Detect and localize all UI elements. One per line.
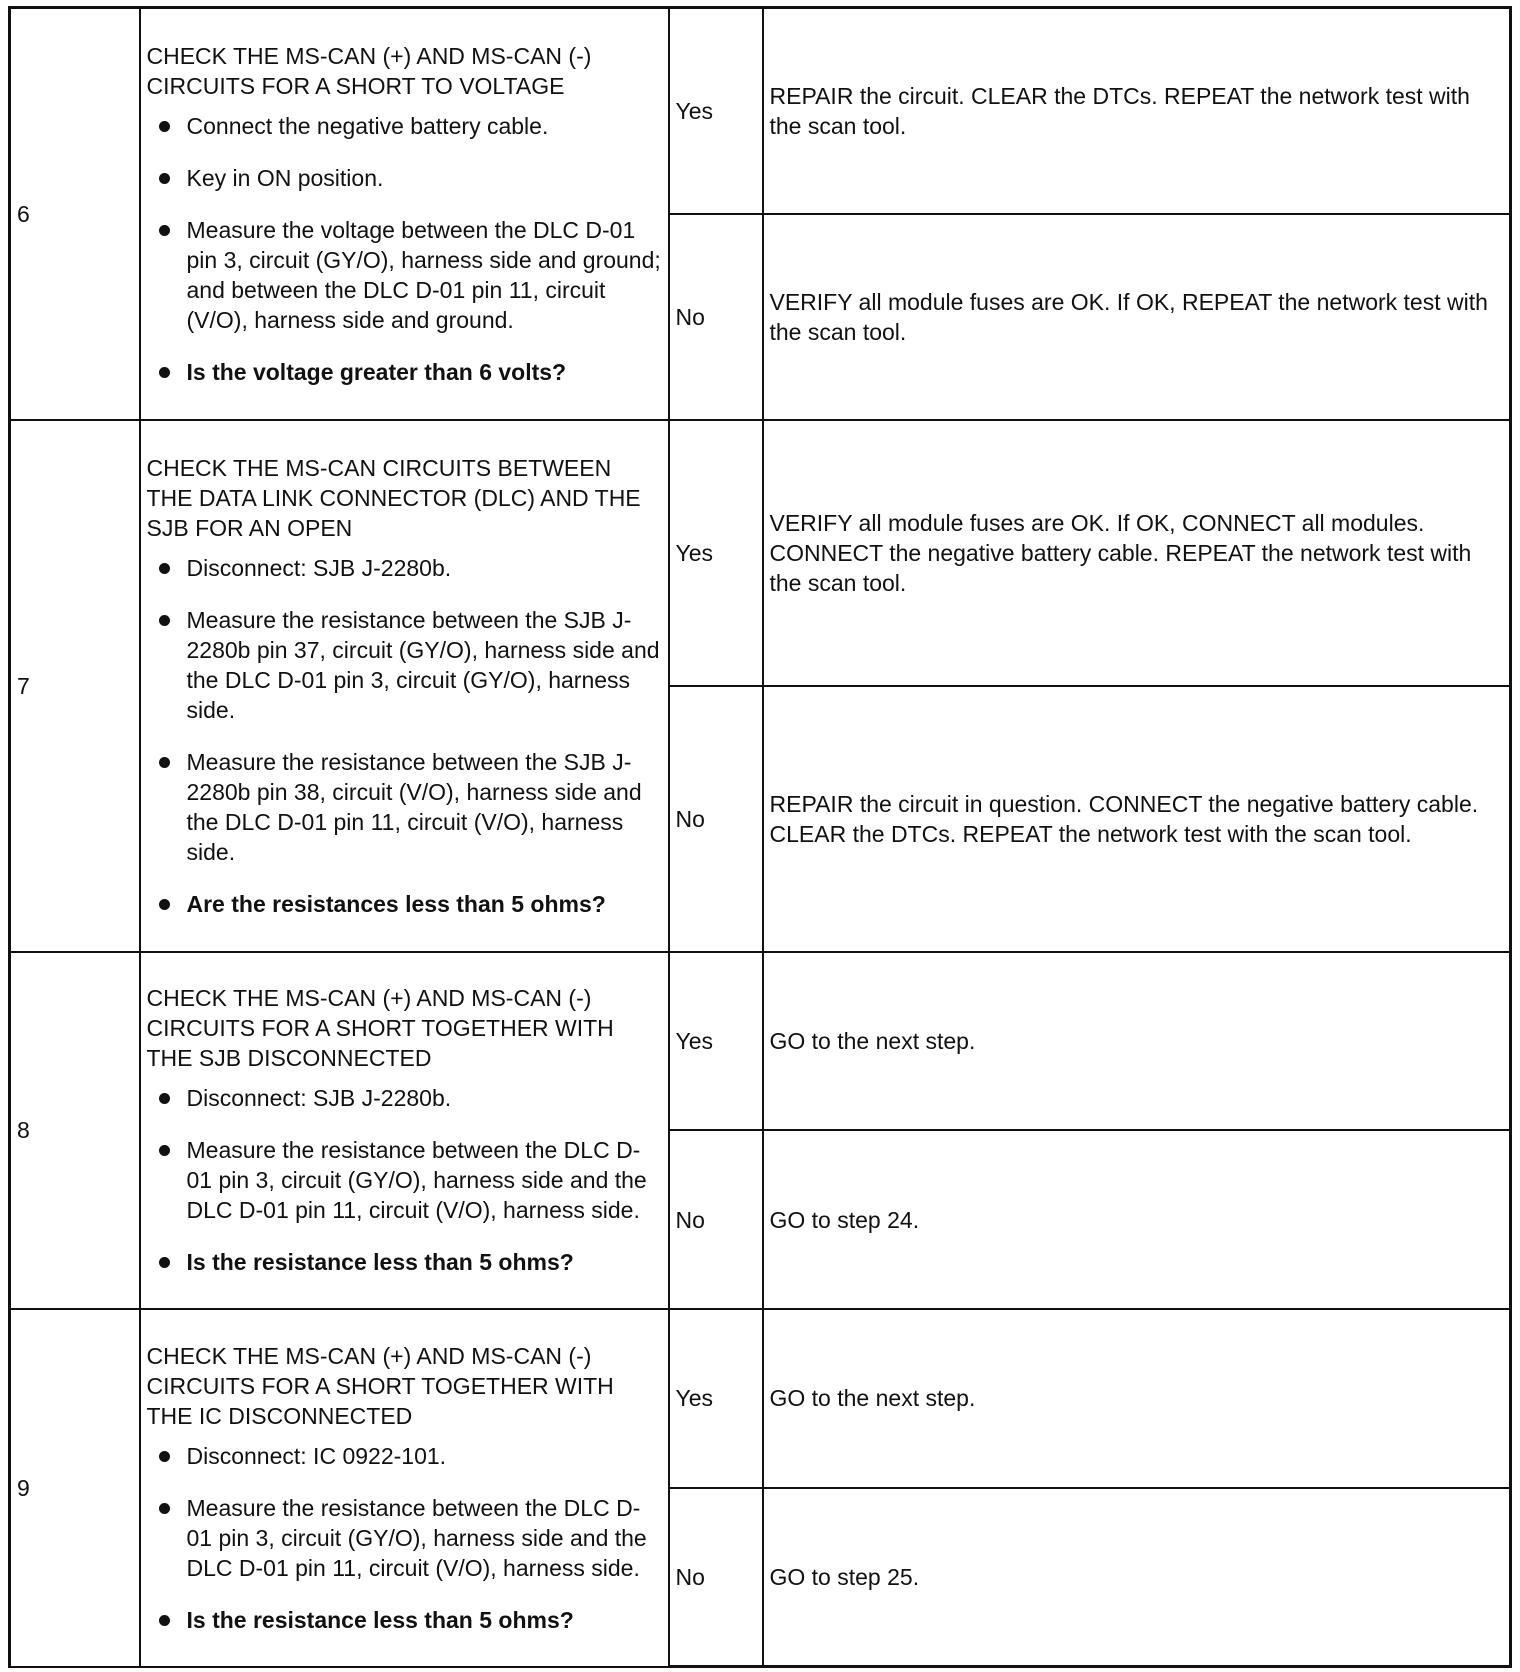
bullet-item: Measure the resistance between the SJB J-2280b pin 37, circuit (GY/O), harness side and the DLC D-01 pin 3, circuit (GY/O), harness side. — [186, 606, 660, 723]
step-number-cell — [10, 952, 140, 1309]
step-number: 9 — [17, 1474, 30, 1501]
result-no-cell — [763, 686, 1511, 952]
result-no-text: GO to step 24. — [769, 1206, 920, 1233]
step-bullets — [147, 553, 662, 919]
result-no-text: REPAIR the circuit in question. CONNECT the negative battery cable. CLEAR the DTCs. REPEAT the network test with the scan tool. — [769, 790, 1479, 847]
diagnostic-table — [8, 6, 1512, 1668]
bullet-item: Disconnect: SJB J-2280b. — [187, 553, 662, 583]
answer-no-cell — [669, 686, 763, 952]
bullet-item: Measure the resistance between the SJB J-2280b pin 38, circuit (V/O), harness side and the DLC D-01 pin 11, circuit (V/O), harness side. — [187, 747, 662, 867]
answer-no-label: No — [675, 805, 705, 832]
step-title: CHECK THE MS-CAN CIRCUITS BETWEEN THE DATA LINK CONNECTOR (DLC) AND THE SJB FOR AN OPEN — [146, 454, 641, 541]
action-cell — [140, 8, 669, 421]
bullet-item: Measure the resistance between the DLC D-01 pin 3, circuit (GY/O), harness side and the DLC D-01 pin 11, circuit (V/O), harness side. — [187, 1135, 662, 1225]
table-row — [10, 8, 1511, 214]
action-cell — [140, 1309, 669, 1666]
result-yes-cell — [763, 8, 1511, 214]
step-number: 6 — [17, 201, 30, 228]
step-title: CHECK THE MS-CAN (+) AND MS-CAN (-) CIRCUITS FOR A SHORT TOGETHER WITH THE IC DISCONNECTED — [146, 1342, 614, 1429]
answer-no-label: No — [675, 1563, 705, 1590]
answer-yes-label: Yes — [675, 1385, 714, 1412]
step-question: Is the resistance less than 5 ohms? — [187, 1605, 662, 1635]
table-row — [10, 420, 1511, 686]
answer-no-label: No — [675, 1206, 705, 1233]
answer-yes-label: Yes — [675, 97, 714, 124]
bullet-item: Measure the resistance between the DLC D-01 pin 3, circuit (GY/O), harness side and the DLC D-01 pin 11, circuit (V/O), harness side. — [187, 1493, 662, 1583]
answer-no-cell — [669, 214, 763, 420]
result-yes-text: VERIFY all module fuses are OK. If OK, CONNECT all modules. CONNECT the negative battery cable. REPEAT the network test with the scan tool. — [769, 510, 1472, 597]
result-yes-text: GO to the next step. — [769, 1385, 976, 1412]
bullet-item: Measure the voltage between the DLC D-01 pin 3, circuit (GY/O), harness side and ground; and between the DLC D-01 pin 11, circuit (V/O), harness side and ground. — [186, 217, 661, 334]
result-yes-cell — [763, 420, 1511, 686]
answer-yes-label: Yes — [675, 1028, 714, 1055]
result-no-cell — [763, 214, 1511, 420]
answer-no-cell — [669, 1488, 763, 1667]
step-question: Are the resistances less than 5 ohms? — [187, 889, 662, 919]
result-yes-text: REPAIR the circuit. CLEAR the DTCs. REPEAT the network test with the scan tool. — [769, 82, 1470, 139]
answer-yes-cell — [669, 952, 763, 1131]
answer-yes-cell — [669, 8, 763, 214]
step-title: CHECK THE MS-CAN (+) AND MS-CAN (-) CIRCUITS FOR A SHORT TO VOLTAGE — [146, 43, 592, 100]
step-bullets — [147, 1441, 662, 1635]
action-cell — [140, 952, 669, 1309]
action-cell — [140, 420, 669, 952]
bullet-item: Disconnect: IC 0922-101. — [187, 1441, 662, 1471]
bullet-item: Connect the negative battery cable. — [187, 111, 662, 141]
step-number-cell — [10, 8, 140, 421]
result-yes-cell — [763, 1309, 1511, 1488]
result-yes-cell — [763, 952, 1511, 1131]
result-no-cell — [763, 1488, 1511, 1667]
result-no-text: GO to step 25. — [769, 1563, 920, 1590]
bullet-item: Key in ON position. — [187, 163, 662, 193]
result-yes-text: GO to the next step. — [769, 1028, 976, 1055]
step-number-cell — [10, 420, 140, 952]
step-bullets — [147, 1083, 662, 1277]
result-no-cell — [763, 1130, 1511, 1309]
step-number: 7 — [17, 672, 30, 699]
answer-yes-label: Yes — [675, 540, 714, 567]
answer-no-cell — [669, 1130, 763, 1309]
bullet-item: Disconnect: SJB J-2280b. — [187, 1083, 662, 1113]
table-row — [10, 1309, 1511, 1488]
step-bullets — [147, 111, 662, 387]
answer-no-label: No — [675, 303, 705, 330]
result-no-text: VERIFY all module fuses are OK. If OK, REPEAT the network test with the scan tool. — [769, 288, 1488, 345]
table-row — [10, 952, 1511, 1131]
answer-yes-cell — [669, 420, 763, 686]
answer-yes-cell — [669, 1309, 763, 1488]
step-question: Is the resistance less than 5 ohms? — [187, 1247, 662, 1277]
step-number: 8 — [17, 1117, 30, 1144]
step-question: Is the voltage greater than 6 volts? — [187, 357, 662, 387]
step-number-cell — [10, 1309, 140, 1666]
step-title: CHECK THE MS-CAN (+) AND MS-CAN (-) CIRCUITS FOR A SHORT TOGETHER WITH THE SJB DISCONNECTED — [146, 985, 614, 1072]
